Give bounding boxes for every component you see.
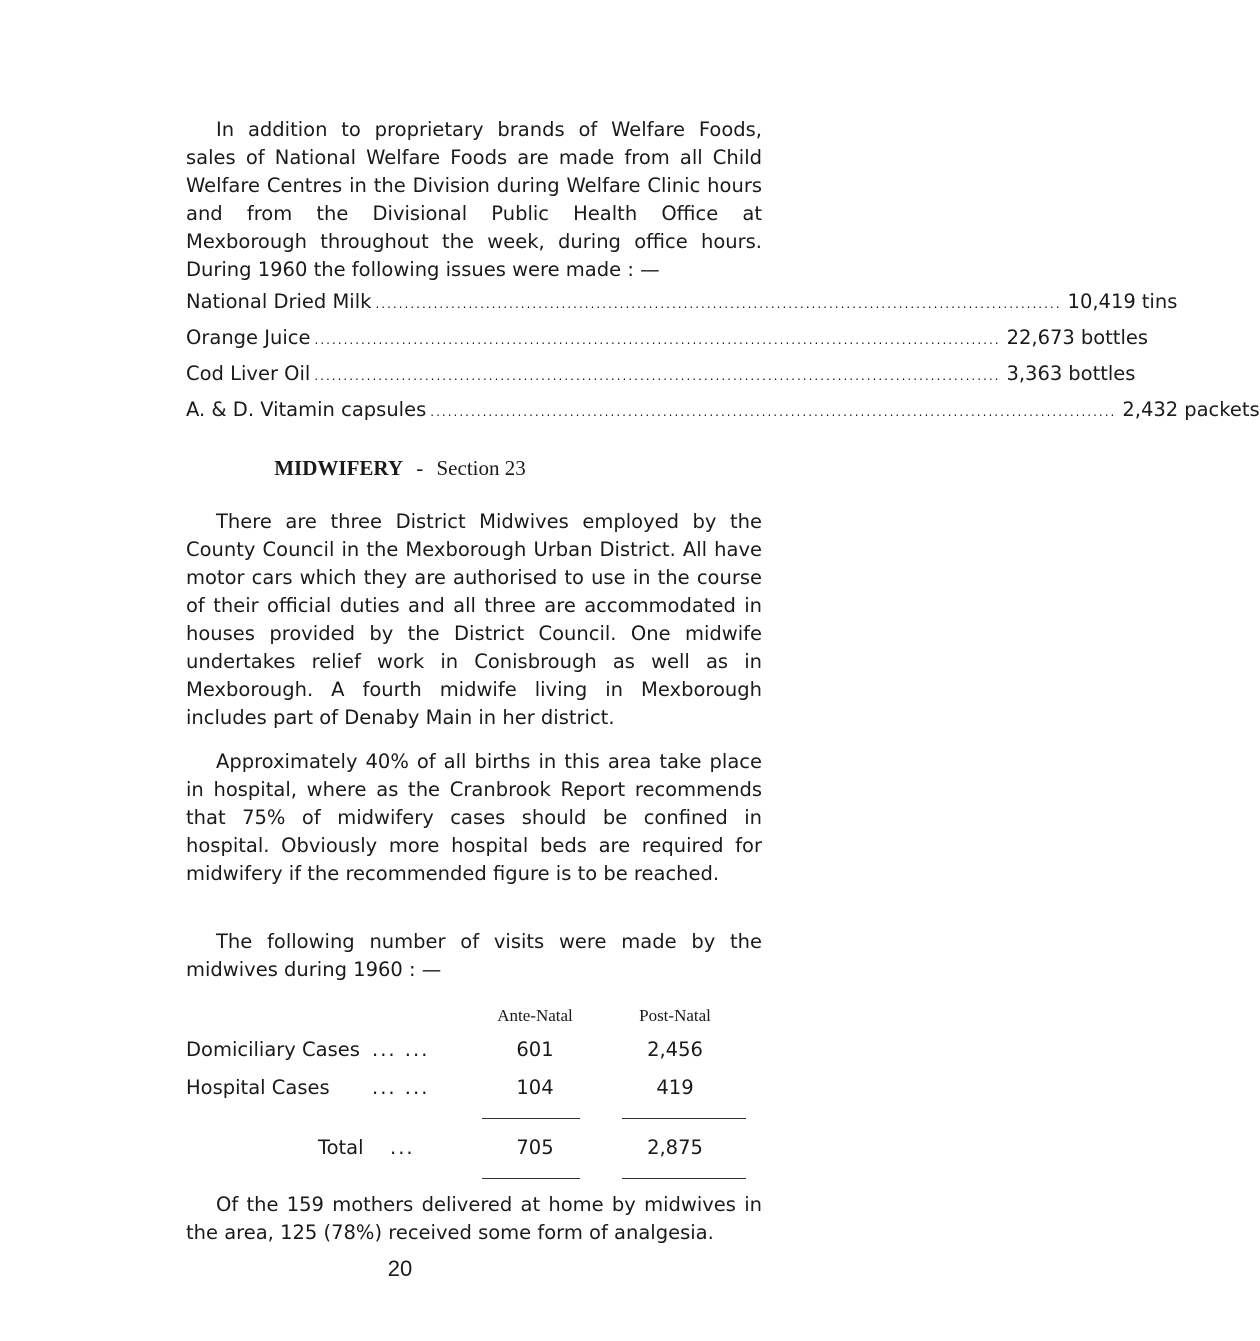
issue-row [186,398,1260,434]
column-header-post-natal: Post-Natal [639,1006,711,1025]
issue-quantity: 10,419 [1067,290,1136,313]
leader-dots: ...................................................................................................................... [314,333,1001,347]
section-heading [0,456,800,481]
issue-unit: tins [1141,290,1178,313]
subtotal-rule-ante [482,1118,580,1119]
row-label: Hospital Cases [186,1076,330,1099]
section-title: MIDWIFERY [274,456,403,480]
midwives-paragraph: There are three District Midwives employed by the County Council in the Mexborough Urban District. All have motor cars which they are authorised to use in the course of their official duties and all three are accommodated in houses provided by the District Council. One midwife undertakes relief work in Conisbrough as well as in Mexborough. A fourth midwife living in Mexborough includes part of Denaby Main in her district. [186,510,762,729]
subtotal-rule-post [622,1118,746,1119]
visits-intro-paragraph: The following number of visits were made by the midwives during 1960 : — [186,930,762,981]
issue-name: Cod Liver Oil [186,362,311,385]
issue-unit: bottles [1068,362,1136,385]
issue-row [186,290,1178,326]
issue-name: National Dried Milk [186,290,372,313]
leader-dots: ...................................................................................................................... [375,297,1062,311]
page-number: 20 [387,1256,413,1281]
section-separator: - [416,456,424,480]
analgesia-paragraph: Of the 159 mothers delivered at home by midwives in the area, 125 (78%) received some form of analgesia. [186,1193,762,1244]
total-label: Total [318,1136,364,1159]
issue-name: A. & D. Vitamin capsules [186,398,427,421]
leader-dots: ... [390,1136,415,1159]
issue-row [186,326,1149,362]
column-header-ante-natal: Ante-Natal [497,1006,573,1025]
leader-dots: ... ... [372,1038,430,1061]
table-row [186,1076,766,1104]
issue-row [186,362,1136,398]
issue-unit: packets [1184,398,1260,421]
issue-name: Orange Juice [186,326,311,349]
post-natal-value: 2,456 [647,1038,703,1061]
intro-paragraph: In addition to proprietary brands of Welfare Foods, sales of National Welfare Foods are made from all Child Welfare Centres in the Division during Welfare Clinic hours and from the Divisional Public Health Office at Mexborough throughout the week, during office hours. During 1960 the following issues were made : — [186,118,762,281]
table-row [186,1038,766,1066]
section-subtitle: Section 23 [436,456,526,480]
row-label: Domiciliary Cases [186,1038,360,1061]
table-total-row [186,1136,766,1164]
total-rule-ante [482,1178,580,1179]
ante-natal-value: 104 [516,1076,554,1099]
issue-quantity: 3,363 [1006,362,1063,385]
post-natal-value: 419 [656,1076,694,1099]
total-post-natal-value: 2,875 [647,1136,703,1159]
issue-unit: bottles [1080,326,1149,349]
hospital-births-paragraph: Approximately 40% of all births in this area take place in hospital, where as the Cranbrook Report recommends that 75% of midwifery cases should be confined in hospital. Obviously more hospital beds are required for midwifery if the recommended figure is to be reached. [186,750,762,885]
issue-quantity: 2,432 [1122,398,1179,421]
welfare-foods-issues-list [186,290,1260,434]
total-rule-post [622,1178,746,1179]
leader-dots: ...................................................................................................................... [314,369,1001,383]
table-header [186,1006,766,1030]
leader-dots: ...................................................................................................................... [430,405,1117,419]
ante-natal-value: 601 [516,1038,554,1061]
total-ante-natal-value: 705 [516,1136,554,1159]
issue-quantity: 22,673 [1006,326,1075,349]
leader-dots: ... ... [372,1076,430,1099]
